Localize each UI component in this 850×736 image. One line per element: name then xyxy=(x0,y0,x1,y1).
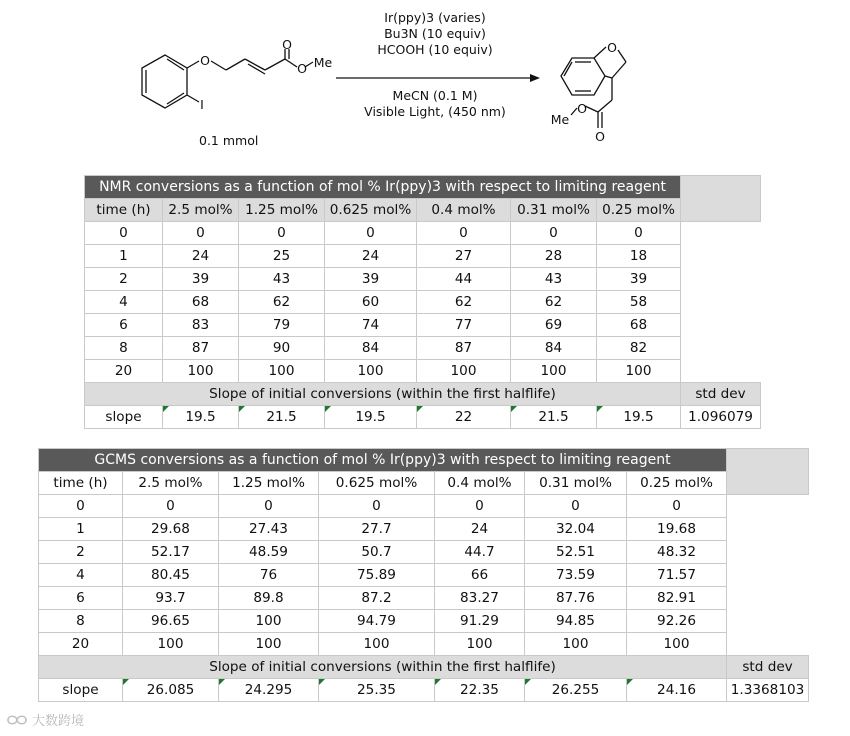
nmr-value-cell: 58 xyxy=(597,291,681,314)
nmr-value-cell: 60 xyxy=(325,291,417,314)
reactant-methyl-label: Me xyxy=(313,55,333,70)
gcms-slope-label: slope xyxy=(39,679,123,702)
gcms-slope-heading: Slope of initial conversions (within the first halflife) xyxy=(39,656,727,679)
nmr-time-cell: 6 xyxy=(85,314,163,337)
nmr-table-title: NMR conversions as a function of mol % Ir(ppy)3 with respect to limiting reagent xyxy=(85,176,681,199)
gcms-value-cell: 29.68 xyxy=(123,518,219,541)
gcms-value-cell: 52.51 xyxy=(525,541,627,564)
gcms-header-time: time (h) xyxy=(39,472,123,495)
nmr-value-cell: 84 xyxy=(325,337,417,360)
gcms-header-col: 0.4 mol% xyxy=(435,472,525,495)
gcms-header-col: 0.31 mol% xyxy=(525,472,627,495)
gcms-table-title: GCMS conversions as a function of mol % Ir(ppy)3 with respect to limiting reagent xyxy=(39,449,727,472)
gcms-slope-cell: 24.16 xyxy=(627,679,727,702)
nmr-header-col: 0.625 mol% xyxy=(325,199,417,222)
nmr-header-col: 0.4 mol% xyxy=(417,199,511,222)
nmr-value-cell: 27 xyxy=(417,245,511,268)
gcms-slope-cell: 22.35 xyxy=(435,679,525,702)
gcms-table-row xyxy=(39,495,809,518)
gcms-value-cell: 32.04 xyxy=(525,518,627,541)
gcms-value-cell: 87.76 xyxy=(525,587,627,610)
nmr-header-col: 1.25 mol% xyxy=(239,199,325,222)
nmr-value-cell: 0 xyxy=(163,222,239,245)
gcms-value-cell: 94.85 xyxy=(525,610,627,633)
nmr-value-cell: 90 xyxy=(239,337,325,360)
gcms-value-cell: 89.8 xyxy=(219,587,319,610)
nmr-time-cell: 0 xyxy=(85,222,163,245)
gcms-value-cell: 76 xyxy=(219,564,319,587)
nmr-value-cell: 83 xyxy=(163,314,239,337)
reactant-benzene-ring xyxy=(142,55,187,108)
gcms-slope-cell: 24.295 xyxy=(219,679,319,702)
nmr-value-cell: 77 xyxy=(417,314,511,337)
nmr-header-col: 2.5 mol% xyxy=(163,199,239,222)
gcms-value-cell: 0 xyxy=(627,495,727,518)
conditions-below-arrow xyxy=(340,88,530,120)
nmr-table-row xyxy=(85,291,761,314)
gcms-value-cell: 0 xyxy=(435,495,525,518)
gcms-value-cell: 44.7 xyxy=(435,541,525,564)
gcms-value-cell: 19.68 xyxy=(627,518,727,541)
reaction-arrow-head xyxy=(530,74,540,82)
nmr-slope-label: slope xyxy=(85,406,163,429)
nmr-table-row xyxy=(85,314,761,337)
nmr-value-cell: 44 xyxy=(417,268,511,291)
nmr-header-row xyxy=(85,199,761,222)
gcms-header-col: 1.25 mol% xyxy=(219,472,319,495)
nmr-value-cell: 18 xyxy=(597,245,681,268)
gcms-value-cell: 80.45 xyxy=(123,564,219,587)
gcms-table-row xyxy=(39,587,809,610)
nmr-value-cell: 62 xyxy=(417,291,511,314)
nmr-conversion-table xyxy=(84,175,761,429)
gcms-header-col: 0.25 mol% xyxy=(627,472,727,495)
nmr-time-cell: 4 xyxy=(85,291,163,314)
gcms-time-cell: 8 xyxy=(39,610,123,633)
nmr-value-cell: 43 xyxy=(239,268,325,291)
gcms-value-cell: 100 xyxy=(219,610,319,633)
reaction-scheme xyxy=(0,0,850,170)
nmr-header-col: 0.25 mol% xyxy=(597,199,681,222)
nmr-value-cell: 100 xyxy=(163,360,239,383)
gcms-table-row xyxy=(39,564,809,587)
nmr-time-cell: 2 xyxy=(85,268,163,291)
gcms-value-cell: 66 xyxy=(435,564,525,587)
gcms-time-cell: 6 xyxy=(39,587,123,610)
gcms-time-cell: 2 xyxy=(39,541,123,564)
nmr-value-cell: 79 xyxy=(239,314,325,337)
product-ester-oxygen-label: O xyxy=(577,101,587,116)
product-oxygen-label: O xyxy=(607,40,617,55)
nmr-slope-cell: 22 xyxy=(417,406,511,429)
gcms-slope-cell: 26.255 xyxy=(525,679,627,702)
gcms-value-cell: 100 xyxy=(123,633,219,656)
gcms-data-rows xyxy=(39,495,809,656)
gcms-value-cell: 100 xyxy=(219,633,319,656)
nmr-table-row xyxy=(85,245,761,268)
nmr-slope-cell: 19.5 xyxy=(597,406,681,429)
gcms-value-cell: 48.32 xyxy=(627,541,727,564)
gcms-value-cell: 75.89 xyxy=(319,564,435,587)
gcms-value-cell: 52.17 xyxy=(123,541,219,564)
nmr-value-cell: 100 xyxy=(325,360,417,383)
nmr-value-cell: 0 xyxy=(417,222,511,245)
nmr-slope-cell: 19.5 xyxy=(325,406,417,429)
gcms-value-cell: 100 xyxy=(525,633,627,656)
nmr-time-cell: 8 xyxy=(85,337,163,360)
nmr-data-rows xyxy=(85,222,761,383)
nmr-value-cell: 28 xyxy=(511,245,597,268)
nmr-slope-heading: Slope of initial conversions (within the first halflife) xyxy=(85,383,681,406)
nmr-value-cell: 43 xyxy=(511,268,597,291)
nmr-table-row xyxy=(85,337,761,360)
nmr-value-cell: 0 xyxy=(325,222,417,245)
gcms-value-cell: 73.59 xyxy=(525,564,627,587)
reactant-oxygen-label: O xyxy=(200,53,210,68)
gcms-value-cell: 82.91 xyxy=(627,587,727,610)
gcms-value-cell: 71.57 xyxy=(627,564,727,587)
product-carbonyl-label: O xyxy=(595,129,605,144)
nmr-value-cell: 39 xyxy=(597,268,681,291)
gcms-time-cell: 0 xyxy=(39,495,123,518)
gcms-value-cell: 96.65 xyxy=(123,610,219,633)
nmr-time-cell: 1 xyxy=(85,245,163,268)
nmr-std-value: 1.096079 xyxy=(681,406,761,429)
gcms-header-col: 0.625 mol% xyxy=(319,472,435,495)
nmr-value-cell: 0 xyxy=(597,222,681,245)
reactant-amount: 0.1 mmol xyxy=(199,133,259,148)
gcms-header-row xyxy=(39,472,809,495)
nmr-value-cell: 100 xyxy=(597,360,681,383)
gcms-value-cell: 0 xyxy=(525,495,627,518)
gcms-value-cell: 24 xyxy=(435,518,525,541)
nmr-value-cell: 87 xyxy=(417,337,511,360)
condition-acid: HCOOH (10 equiv) xyxy=(377,42,493,57)
nmr-table-row xyxy=(85,360,761,383)
condition-light: Visible Light, (450 nm) xyxy=(364,104,506,119)
gcms-header-col: 2.5 mol% xyxy=(123,472,219,495)
gcms-value-cell: 48.59 xyxy=(219,541,319,564)
gcms-value-cell: 100 xyxy=(435,633,525,656)
gcms-table-row xyxy=(39,610,809,633)
gcms-value-cell: 100 xyxy=(627,633,727,656)
nmr-header-time: time (h) xyxy=(85,199,163,222)
condition-catalyst: Ir(ppy)3 (varies) xyxy=(384,10,486,25)
gcms-slope-heading-row xyxy=(39,656,809,679)
nmr-value-cell: 82 xyxy=(597,337,681,360)
nmr-value-cell: 24 xyxy=(325,245,417,268)
nmr-value-cell: 25 xyxy=(239,245,325,268)
product-benzene-ring xyxy=(561,58,605,95)
nmr-value-cell: 100 xyxy=(239,360,325,383)
nmr-value-cell: 0 xyxy=(239,222,325,245)
gcms-value-cell: 100 xyxy=(319,633,435,656)
gcms-value-cell: 92.26 xyxy=(627,610,727,633)
gcms-table-side-fill xyxy=(727,449,809,495)
gcms-time-cell: 1 xyxy=(39,518,123,541)
nmr-slope-heading-row xyxy=(85,383,761,406)
gcms-value-cell: 0 xyxy=(123,495,219,518)
nmr-value-cell: 69 xyxy=(511,314,597,337)
gcms-std-value: 1.3368103 xyxy=(727,679,809,702)
gcms-value-cell: 27.43 xyxy=(219,518,319,541)
gcms-slope-cell: 25.35 xyxy=(319,679,435,702)
watermark-text: 大数跨境 xyxy=(32,714,85,729)
gcms-std-label: std dev xyxy=(727,656,809,679)
gcms-value-cell: 0 xyxy=(219,495,319,518)
nmr-slope-cell: 21.5 xyxy=(511,406,597,429)
reactant-ester-oxygen-label: O xyxy=(297,61,307,76)
nmr-value-cell: 87 xyxy=(163,337,239,360)
gcms-value-cell: 50.7 xyxy=(319,541,435,564)
gcms-value-cell: 93.7 xyxy=(123,587,219,610)
nmr-time-cell: 20 xyxy=(85,360,163,383)
nmr-std-label: std dev xyxy=(681,383,761,406)
watermark xyxy=(6,710,84,729)
nmr-value-cell: 74 xyxy=(325,314,417,337)
product-methyl-label: Me xyxy=(550,112,570,127)
watermark-logo-icon xyxy=(6,713,28,727)
gcms-slope-cell: 26.085 xyxy=(123,679,219,702)
nmr-table-row xyxy=(85,222,761,245)
gcms-value-cell: 27.7 xyxy=(319,518,435,541)
gcms-slope-row xyxy=(39,679,809,702)
gcms-value-cell: 91.29 xyxy=(435,610,525,633)
nmr-value-cell: 62 xyxy=(239,291,325,314)
reactant-iodine-label: I xyxy=(200,97,204,112)
gcms-table-row xyxy=(39,541,809,564)
nmr-value-cell: 68 xyxy=(163,291,239,314)
nmr-value-cell: 39 xyxy=(163,268,239,291)
nmr-value-cell: 84 xyxy=(511,337,597,360)
nmr-value-cell: 0 xyxy=(511,222,597,245)
nmr-value-cell: 68 xyxy=(597,314,681,337)
gcms-table-row xyxy=(39,518,809,541)
nmr-table-row xyxy=(85,268,761,291)
nmr-value-cell: 100 xyxy=(417,360,511,383)
gcms-table-row xyxy=(39,633,809,656)
nmr-value-cell: 100 xyxy=(511,360,597,383)
gcms-value-cell: 87.2 xyxy=(319,587,435,610)
gcms-time-cell: 20 xyxy=(39,633,123,656)
nmr-table-side-fill xyxy=(681,176,761,222)
reactant-carbonyl-label: O xyxy=(282,37,292,52)
nmr-slope-row xyxy=(85,406,761,429)
gcms-value-cell: 83.27 xyxy=(435,587,525,610)
condition-solvent: MeCN (0.1 M) xyxy=(392,88,478,103)
nmr-value-cell: 39 xyxy=(325,268,417,291)
nmr-slope-cell: 19.5 xyxy=(163,406,239,429)
nmr-header-col: 0.31 mol% xyxy=(511,199,597,222)
nmr-value-cell: 24 xyxy=(163,245,239,268)
nmr-value-cell: 62 xyxy=(511,291,597,314)
condition-amine: Bu3N (10 equiv) xyxy=(384,26,486,41)
gcms-conversion-table xyxy=(38,448,809,702)
conditions-above-arrow xyxy=(340,10,530,58)
gcms-value-cell: 0 xyxy=(319,495,435,518)
gcms-time-cell: 4 xyxy=(39,564,123,587)
nmr-slope-cell: 21.5 xyxy=(239,406,325,429)
gcms-value-cell: 94.79 xyxy=(319,610,435,633)
